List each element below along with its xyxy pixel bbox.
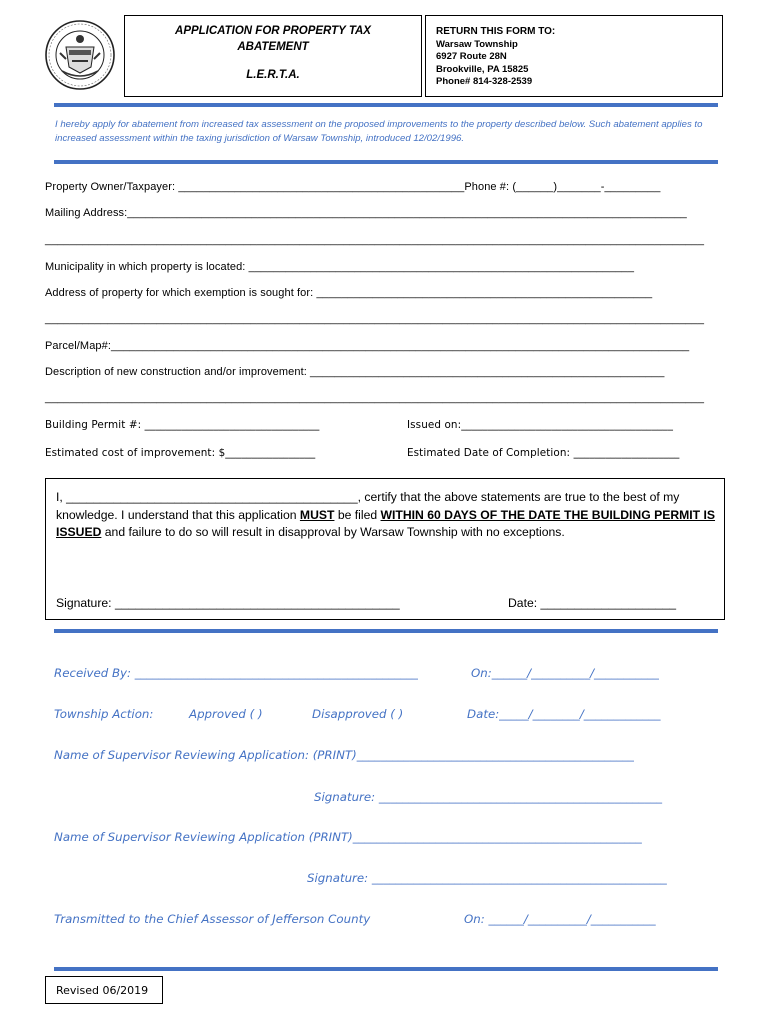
cert-deadline-emphasis: WITHIN 60 DAYS OF THE DATE THE BUILDING PERMIT IS ISSUED: [56, 507, 716, 539]
supervisor-name-field-2[interactable]: Name of Supervisor Reviewing Application (PRINT)_________________________________________________: [54, 830, 642, 844]
township-seal-logo: [44, 17, 116, 93]
supervisor-signature-field-2[interactable]: Signature: __________________________________________________: [307, 871, 667, 885]
return-line: Brookville, PA 15825: [436, 63, 529, 75]
return-heading: RETURN THIS FORM TO:: [436, 26, 556, 37]
approved-checkbox[interactable]: Approved ( ): [189, 707, 263, 721]
certification-box: [45, 478, 725, 620]
return-line: Warsaw Township: [436, 38, 518, 50]
divider-rule: [54, 967, 718, 971]
cert-text-part: be filed: [334, 507, 381, 522]
improvement-description-line2[interactable]: __________________________________________________________________________________________________________: [45, 392, 705, 404]
certification-statement: [56, 489, 716, 542]
received-on-field[interactable]: On:______/__________/___________: [471, 666, 659, 680]
supervisor-name-field-1[interactable]: Name of Supervisor Reviewing Application: (PRINT)_______________________________________________: [54, 748, 634, 762]
applicant-date-field[interactable]: Date: ____________________: [508, 596, 677, 610]
intro-statement: I hereby apply for abatement from increased tax assessment on the proposed improvements to the property described below. Such abatement applies to increased assessment within the taxing jurisdiction of Warsaw Township, introduced 12/02/1996.: [55, 119, 703, 144]
disapproved-checkbox[interactable]: Disapproved ( ): [312, 707, 404, 721]
parcel-map-field[interactable]: Parcel/Map#:_____________________________________________________________________________________________: [45, 340, 690, 352]
cert-text-part: and failure to do so will result in disapproval by Warsaw Township with no exceptions.: [101, 525, 565, 539]
return-line: Phone# 814-328-2539: [436, 76, 533, 87]
action-date-field[interactable]: Date:_____/________/_____________: [467, 707, 661, 721]
cert-text-part: I, ___________________________________________, certify that the above statements are true to the best of my knowledge. I understand that this application: [56, 490, 680, 522]
issued-on-field[interactable]: Issued on:________________________________________: [407, 419, 674, 431]
form-title-box: [124, 15, 422, 97]
divider-rule: [54, 629, 718, 633]
divider-rule: [54, 160, 718, 164]
transmitted-label: Transmitted to the Chief Assessor of Jefferson County: [54, 912, 371, 926]
completion-date-field[interactable]: Estimated Date of Completion: ____________________: [407, 447, 680, 459]
property-address-line2[interactable]: __________________________________________________________________________________________________________: [45, 313, 705, 325]
form-title-line3: L.E.R.T.A.: [246, 69, 300, 81]
mailing-address-field[interactable]: Mailing Address:__________________________________________________________________________________________: [45, 207, 687, 219]
building-permit-field[interactable]: Building Permit #: _________________________________: [45, 419, 320, 431]
owner-phone-field[interactable]: Property Owner/Taxpayer: ______________________________________________Phone #: (______)_______-_________: [45, 181, 661, 193]
mailing-address-line2[interactable]: __________________________________________________________________________________________________________: [45, 234, 705, 246]
municipality-field[interactable]: Municipality in which property is located: ______________________________________________________________: [45, 261, 635, 273]
revision-label: Revised 06/2019: [45, 976, 163, 1004]
divider-rule: [54, 103, 718, 107]
property-address-field[interactable]: Address of property for which exemption is sought for: ______________________________________________________: [45, 287, 653, 299]
form-title-line1: APPLICATION FOR PROPERTY TAX: [175, 25, 371, 37]
return-line: 6927 Route 28N: [436, 51, 507, 62]
cert-must-emphasis: MUST: [299, 507, 335, 522]
received-by-field[interactable]: Received By: ________________________________________________: [54, 666, 418, 680]
estimated-cost-field[interactable]: Estimated cost of improvement: $_________________: [45, 447, 316, 459]
return-address-box: [425, 15, 723, 97]
township-action-label: Township Action:: [54, 707, 154, 721]
improvement-description-field[interactable]: Description of new construction and/or improvement: _________________________________________________________: [45, 366, 665, 378]
supervisor-signature-field-1[interactable]: Signature: ________________________________________________: [314, 790, 663, 804]
applicant-signature-field[interactable]: Signature: __________________________________________: [56, 596, 400, 610]
transmitted-on-field[interactable]: On: ______/__________/___________: [464, 912, 656, 926]
form-title-line2: ABATEMENT: [237, 41, 309, 53]
